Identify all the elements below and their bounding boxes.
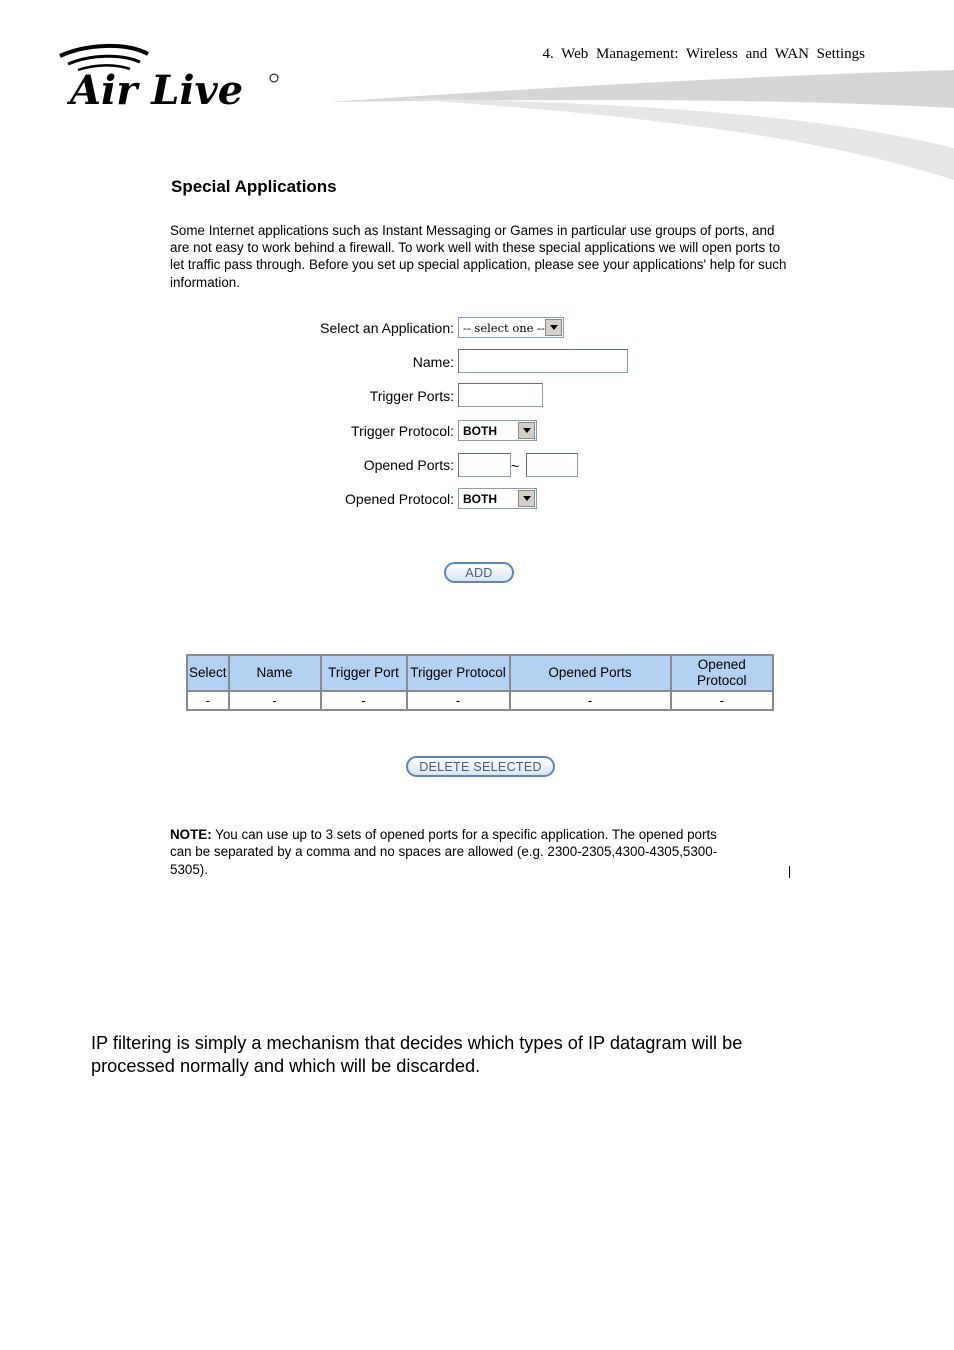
svg-text:Air Live: Air Live [70,67,244,112]
trigger-protocol-label: Trigger Protocol: [351,423,454,439]
text-cursor-mark [789,866,790,878]
chapter-title: 4. Web Management: Wireless and WAN Settings [542,46,865,62]
opened-protocol-label: Opened Protocol: [345,491,454,507]
body-paragraph: IP filtering is simply a mechanism that decides which types of IP datagram will be processed normally and which will be discarded. [91,1033,743,1076]
application-select[interactable]: -- select one -- [458,317,564,338]
table-cell: - [671,691,773,710]
opened-protocol-select[interactable]: BOTH [458,488,537,509]
table-cell: - [321,691,407,710]
opened-ports-to-input[interactable] [526,453,578,477]
chevron-down-icon [518,490,535,507]
delete-selected-button[interactable]: DELETE SELECTED [406,756,555,777]
add-button[interactable]: ADD [444,562,514,583]
table-cell: - [187,691,229,710]
trigger-protocol-select[interactable]: BOTH [458,420,537,441]
name-input[interactable] [458,349,628,373]
column-header-trigger-port: Trigger Port [321,655,407,691]
note-body: You can use up to 3 sets of opened ports for a specific application. The opened ports can be separated by a comma and no spaces are allowed (e.g. 2300-2305,4300-4305,5300-5305). [170,827,718,877]
opened-ports-from-input[interactable] [458,453,511,477]
header-swoosh-decoration [330,68,954,183]
column-header-opened-ports: Opened Ports [510,655,671,691]
note-text [170,826,730,878]
chevron-down-icon [545,319,562,336]
section-title: Special Applications [171,177,337,196]
section-description: Some Internet applications such as Instant Messaging or Games in particular use groups of ports, and are not easy to work behind a firewall. To work well with these special applications we will open ports to let traffic pass through. Before you set up special application, please see your applications' help for such information. [170,223,787,290]
table-cell: - [407,691,510,710]
chevron-down-icon [518,422,535,439]
column-header-name: Name [229,655,321,691]
airlive-logo [56,42,286,112]
name-label: Name: [412,354,454,370]
table-cell: - [229,691,321,710]
select-application-label: Select an Application: [320,320,454,336]
trigger-ports-input[interactable] [458,383,543,407]
special-apps-table [186,654,774,711]
column-header-select: Select [187,655,229,691]
port-range-separator: ~ [511,458,520,474]
column-header-trigger-protocol: Trigger Protocol [407,655,510,691]
table-row [187,691,773,710]
table-header-row [187,655,773,691]
trigger-ports-label: Trigger Ports: [369,388,454,404]
table-cell: - [510,691,671,710]
column-header-opened-protocol: Opened Protocol [671,655,773,691]
note-label: NOTE: [170,827,212,842]
opened-ports-label: Opened Ports: [363,457,454,473]
